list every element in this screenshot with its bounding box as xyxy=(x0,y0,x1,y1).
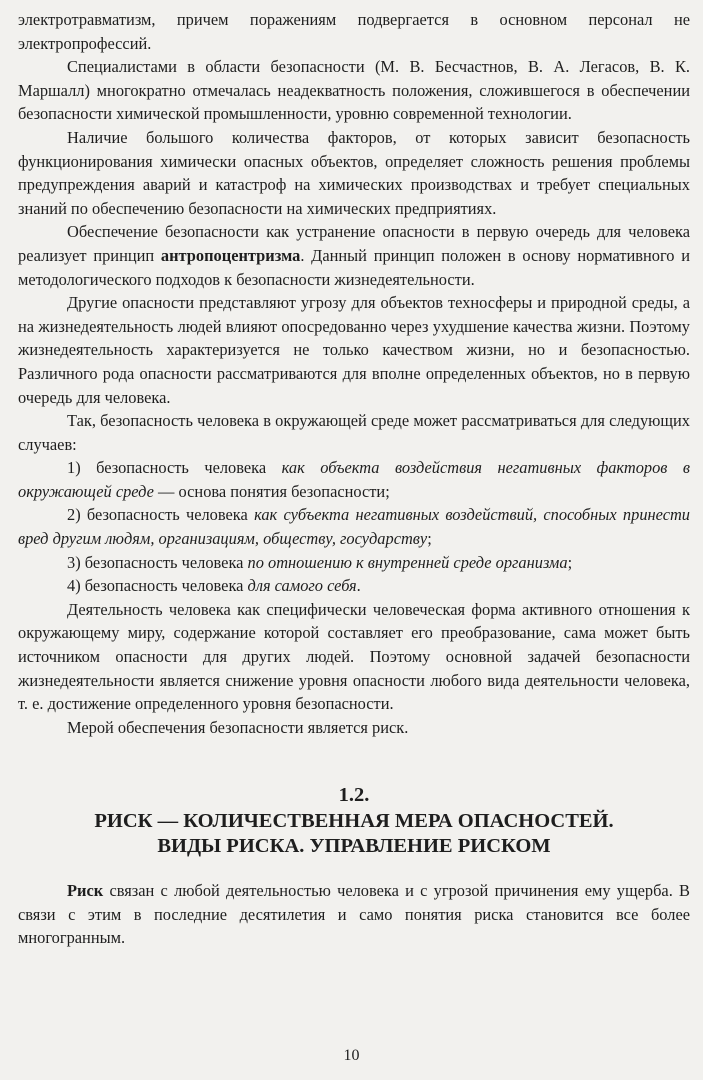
paragraph-2: Наличие большого количества факторов, от которых зависит безопасность функционирования химически опасных объектов, определяет сложность решения проблемы предупреждения аварий и катастроф на химических производствах и требует специальных знаний по обеспечению безопасности на химических предприятиях. xyxy=(18,127,690,218)
paragraph-3 xyxy=(18,220,690,291)
paragraph-3-after: . Данный принцип положен в основу нормативного и методологического подходов к безопасности жизнедеятельности. xyxy=(18,245,691,289)
term-anthropocentrism: антропоцентризма xyxy=(160,245,301,265)
list-item-suffix: — основа понятия безопасности; xyxy=(153,481,390,501)
list-item-prefix: 3) безопасность человека xyxy=(67,552,248,572)
list-item xyxy=(18,574,690,598)
paragraph-8 xyxy=(18,879,690,950)
paragraph-8-after: связан с любой деятельностью человека и с угрозой причинения ему ущерба. В связи с этим в последние десятилетия и само понятия риска становится все более многогранным. xyxy=(18,880,690,948)
page-number: 10 xyxy=(343,1047,360,1064)
paragraph-4: Другие опасности представляют угрозу для объектов техносферы и природной среды, а на жизнедеятельность людей влияют опосредованно через ухудшение качества жизни. Поэтому жизнедеятельность характеризуется не только качеством жизни, но и безопасностью. Различного рода опасности рассматриваются для вполне определенных объектов, но в первую очередь для человека. xyxy=(18,293,690,407)
page-body xyxy=(18,8,690,950)
list-item-emphasis: как субъекта негативных воздействий, способных принести вред другим людям, организациям, обществу, государству xyxy=(18,505,691,549)
list-item xyxy=(18,456,690,503)
list-item-prefix: 4) безопасность человека xyxy=(67,576,248,596)
paragraph-0: электротравматизм, причем поражениям подвергается в основном персонал не электропрофессий. xyxy=(18,10,690,53)
paragraph-1: Специалистами в области безопасности (М. В. Бесчастнов, В. А. Легасов, В. К. Маршалл) многократно отмечалась неадекватность положения, сложившегося в обеспечении безопасности химической промышленности, уровню современной технологии. xyxy=(18,57,690,124)
list-item-suffix: ; xyxy=(427,529,432,549)
list-item-emphasis: для самого себя xyxy=(247,576,357,596)
paragraph-7: Мерой обеспечения безопасности является риск. xyxy=(67,717,409,737)
section-title-line-2: ВИДЫ РИСКА. УПРАВЛЕНИЕ РИСКОМ xyxy=(157,835,551,858)
list-item xyxy=(18,551,690,575)
list-item xyxy=(18,503,690,550)
paragraph-3-before: Обеспечение безопасности как устранение опасности в первую очередь для человека реализует принцип xyxy=(18,222,690,265)
list-item-emphasis: по отношению к внутренней среде организма xyxy=(247,552,568,572)
list-item-prefix: 2) безопасность человека xyxy=(67,505,255,525)
list-item-suffix: . xyxy=(356,576,361,596)
paragraph-5: Так, безопасность человека в окружающей среде может рассматриваться для следующих случаев: xyxy=(18,411,690,454)
list-item-emphasis: как объекта воздействия негативных факторов в окружающей среде xyxy=(18,458,690,501)
term-risk: Риск xyxy=(67,880,104,900)
section-heading xyxy=(18,783,690,860)
section-number: 1.2. xyxy=(338,784,370,807)
paragraph-6: Деятельность человека как специфически человеческая форма активного отношения к окружающему миру, содержание которой составляет его преобразование, сама может быть источником опасности для других людей. Поэтому основной задачей безопасности жизнедеятельности является снижение уровня опасности любого вида деятельности человека, т. е. достижение определенного уровня безопасности. xyxy=(18,599,690,714)
section-title-line-1: РИСК — КОЛИЧЕСТВЕННАЯ МЕРА ОПАСНОСТЕЙ. xyxy=(94,809,614,832)
list-item-suffix: ; xyxy=(567,552,573,572)
list-item-prefix: 1) безопасность человека xyxy=(67,458,282,478)
